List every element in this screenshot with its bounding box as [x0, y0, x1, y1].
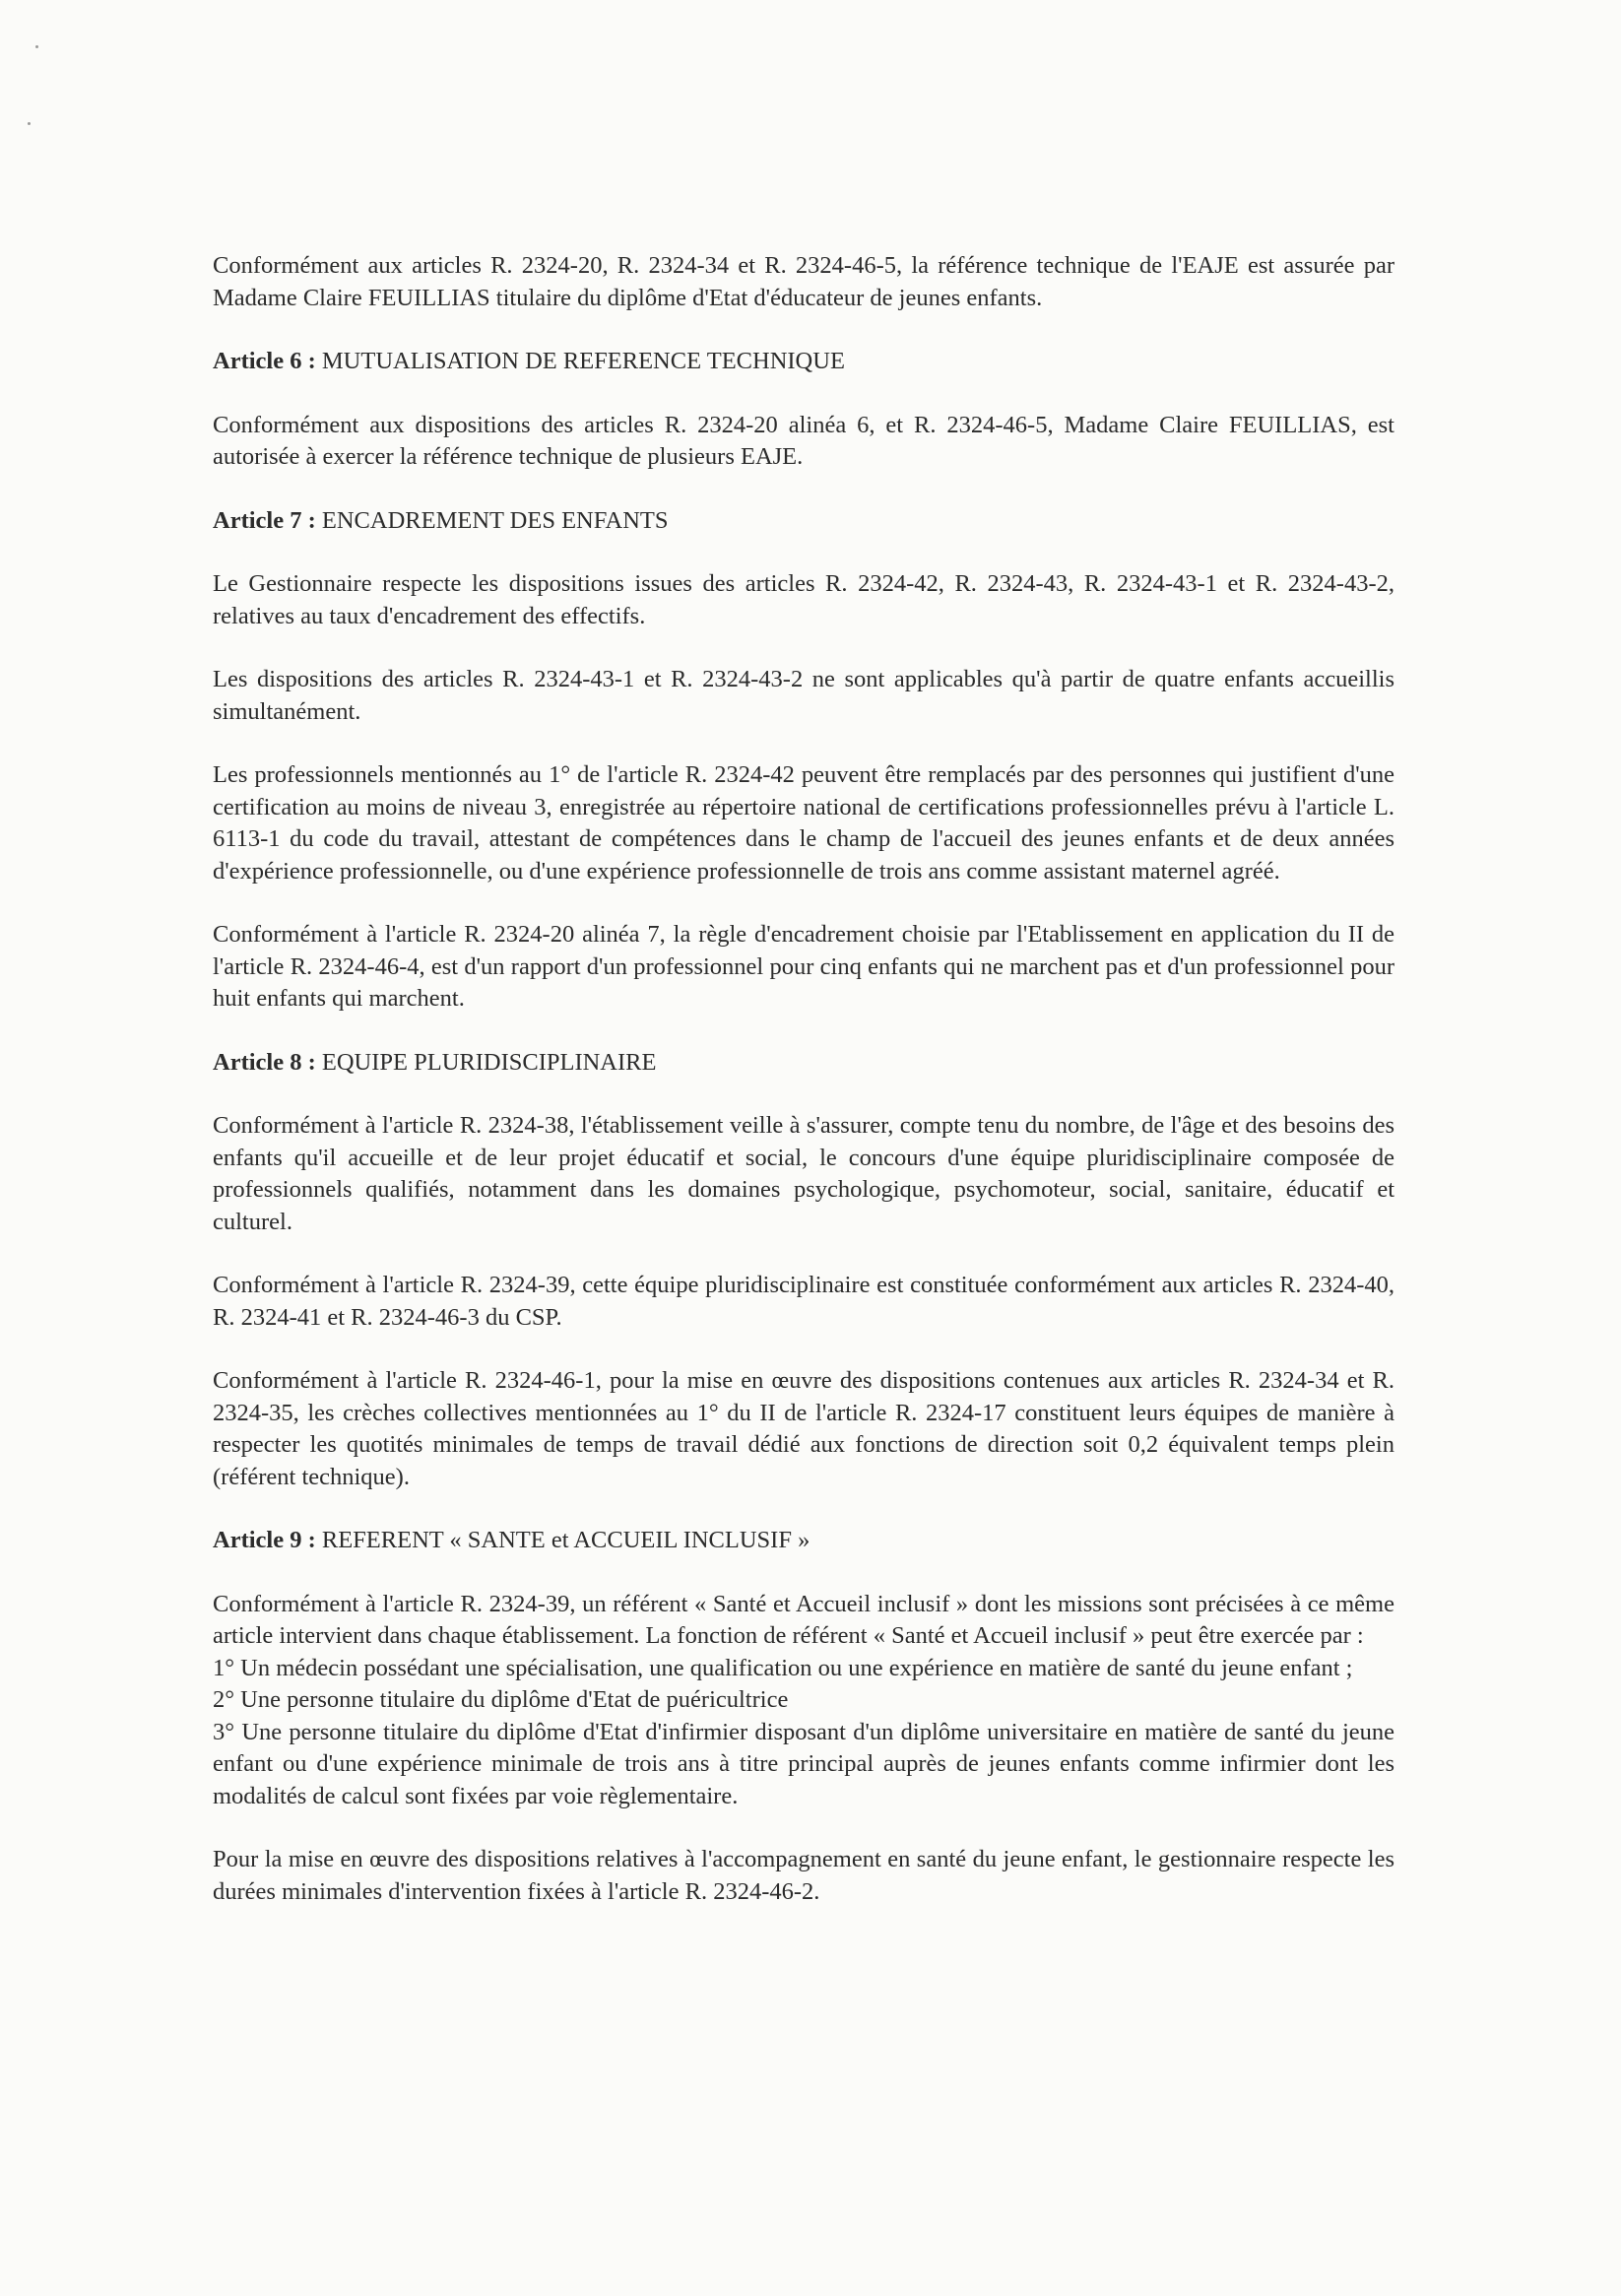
- article-7-paragraph-1: Le Gestionnaire respecte les dispositions issues des articles R. 2324-42, R. 2324-43, R. 2324-43-1 et R. 2324-43-2, relatives au taux d'encadrement des effectifs.: [213, 570, 1394, 629]
- article-7-title: ENCADREMENT DES ENFANTS: [321, 506, 669, 534]
- list-item: 3° Une personne titulaire du diplôme d'Etat d'infirmier disposant d'un diplôme universitaire en matière de santé du jeune enfant ou d'une expérience minimale de trois ans à titre principal auprès de jeunes enfants comme infirmier dont les modalités de calcul sont fixées par voie règlementaire.: [213, 1718, 1394, 1809]
- article-6-heading: [213, 346, 1394, 378]
- intro-paragraph: Conformément aux articles R. 2324-20, R. 2324-34 et R. 2324-46-5, la référence technique de l'EAJE est assurée par Madame Claire FEUILLIAS titulaire du diplôme d'Etat d'éducateur de jeunes enfants.: [213, 252, 1394, 311]
- article-6-label: Article 6 :: [213, 348, 316, 374]
- list-item: 1° Un médecin possédant une spécialisation, une qualification ou une expérience en matière de santé du jeune enfant ;: [213, 1654, 1353, 1681]
- article-8-label: Article 8 :: [213, 1048, 316, 1076]
- article-7-paragraph-2: Les dispositions des articles R. 2324-43-1 et R. 2324-43-2 ne sont applicables qu'à partir de quatre enfants accueillis simultanément.: [213, 666, 1394, 725]
- article-7-paragraph-3: Les professionnels mentionnés au 1° de l'article R. 2324-42 peuvent être remplacés par des personnes qui justifient d'une certification au moins de niveau 3, enregistrée au répertoire national de certifications professionnelles prévu à l'article L. 6113-1 du code du travail, attestant de compétences dans le champ de l'accueil des jeunes enfants et de deux années d'expérience professionnelle, ou d'une expérience professionnelle de trois ans comme assistant maternel agréé.: [213, 761, 1394, 885]
- scan-speck: [28, 122, 31, 125]
- article-8-paragraph-3: Conformément à l'article R. 2324-46-1, pour la mise en œuvre des dispositions contenues aux articles R. 2324-34 et R. 2324-35, les crèches collectives mentionnées au 1° du II de l'article R. 2324-17 constituent leurs équipes de manière à respecter les quotités minimales de temps de travail dédié aux fonctions de direction soit 0,2 équivalent temps plein (référent technique).: [213, 1367, 1394, 1490]
- article-6-paragraph: Conformément aux dispositions des articles R. 2324-20 alinéa 6, et R. 2324-46-5, Madame Claire FEUILLIAS, est autorisée à exercer la référence technique de plusieurs EAJE.: [213, 411, 1394, 470]
- article-6-title: MUTUALISATION DE REFERENCE TECHNIQUE: [321, 348, 845, 374]
- article-8-paragraph-1: Conformément à l'article R. 2324-38, l'établissement veille à s'assurer, compte tenu du nombre, de l'âge et des besoins des enfants qu'il accueille et de leur projet éducatif et social, le concours d'une équipe pluridisciplinaire composée de professionnels qualifiés, notamment dans les domaines psychologique, psychomoteur, social, sanitaire, éducatif et culturel.: [213, 1112, 1394, 1235]
- article-7-heading: [213, 505, 1394, 538]
- article-8-paragraph-2: Conformément à l'article R. 2324-39, cette équipe pluridisciplinaire est constituée conformément aux articles R. 2324-40, R. 2324-41 et R. 2324-46-3 du CSP.: [213, 1272, 1394, 1331]
- article-7-paragraph-4: Conformément à l'article R. 2324-20 alinéa 7, la règle d'encadrement choisie par l'Etablissement en application du II de l'article R. 2324-46-4, est d'un rapport d'un professionnel pour cinq enfants qui ne marchent pas et d'un professionnel pour huit enfants qui marchent.: [213, 921, 1394, 1012]
- article-9-label: Article 9 :: [213, 1527, 316, 1553]
- document-page: [213, 250, 1394, 1939]
- article-9-paragraph-2: Pour la mise en œuvre des dispositions relatives à l'accompagnement en santé du jeune enfant, le gestionnaire respecte les durées minimales d'intervention fixées à l'article R. 2324-46-2.: [213, 1846, 1394, 1905]
- article-9-block: [213, 1589, 1394, 1813]
- list-item: 2° Une personne titulaire du diplôme d'Etat de puéricultrice: [213, 1686, 789, 1713]
- article-9-heading: [213, 1525, 1394, 1557]
- article-7-label: Article 7 :: [213, 506, 316, 534]
- article-8-heading: [213, 1047, 1394, 1080]
- article-9-title: REFERENT « SANTE et ACCUEIL INCLUSIF »: [321, 1527, 810, 1553]
- scan-speck: [35, 45, 38, 48]
- article-8-title: EQUIPE PLURIDISCIPLINAIRE: [321, 1048, 657, 1076]
- article-9-paragraph-1: Conformément à l'article R. 2324-39, un référent « Santé et Accueil inclusif » dont les missions sont précisées à ce même article intervient dans chaque établissement. La fonction de référent « Santé et Accueil inclusif » peut être exercée par :: [213, 1590, 1394, 1649]
